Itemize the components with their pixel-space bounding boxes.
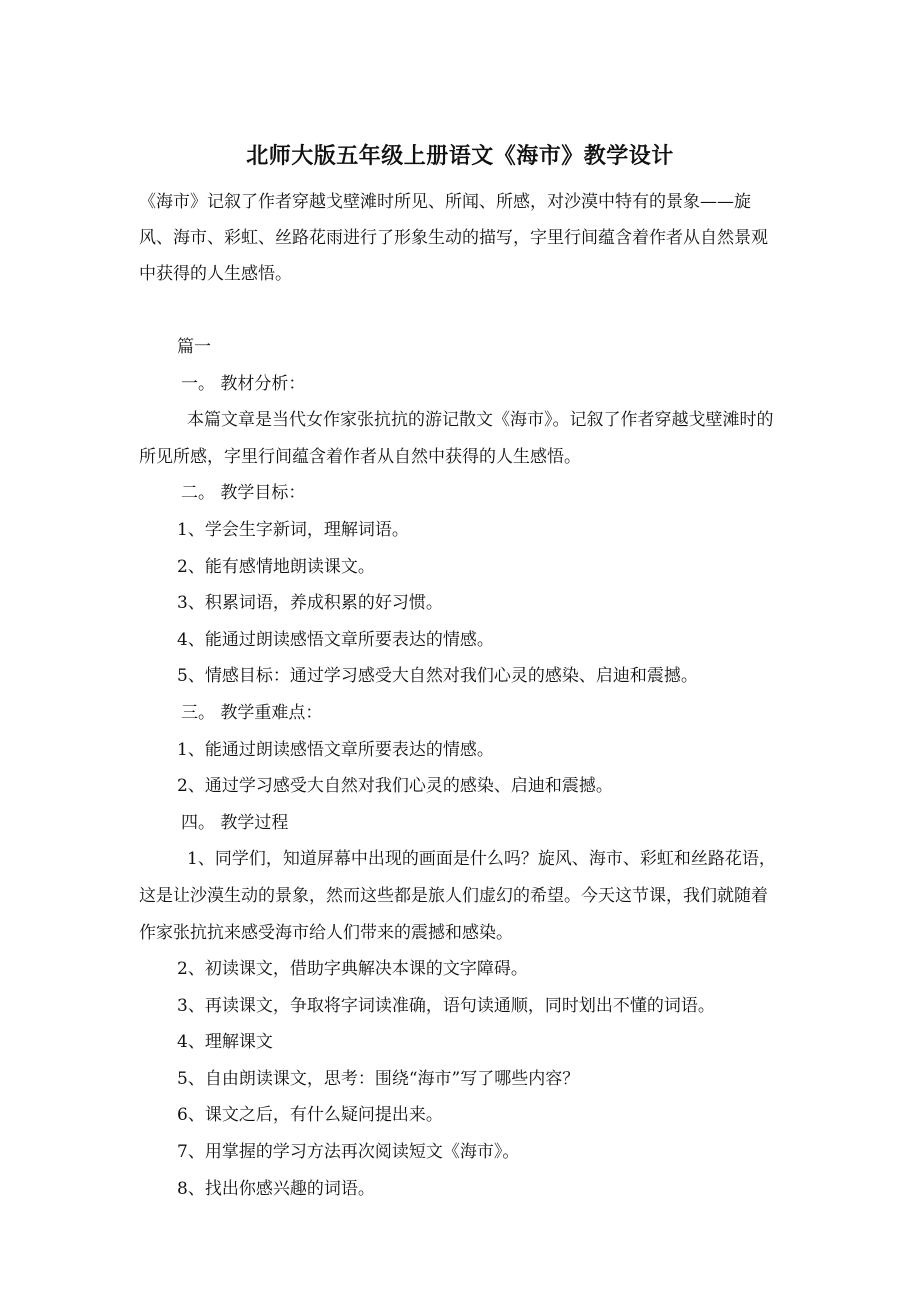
list-item: 5、情感目标：通过学习感受大自然对我们心灵的感染、启迪和震撼。 xyxy=(177,666,698,687)
list-item: 7、用掌握的学习方法再次阅读短文《海市》。 xyxy=(177,1142,520,1163)
list-item: 2、通过学习感受大自然对我们心灵的感染、启迪和震撼。 xyxy=(177,776,613,797)
section-heading-2: 二。 教学目标： xyxy=(181,483,306,504)
part-label: 篇一 xyxy=(177,337,211,357)
list-item: 2、能有感情地朗读课文。 xyxy=(177,556,375,577)
list-item: 4、能通过朗读感悟文章所要表达的情感。 xyxy=(177,629,494,650)
document-title: 北师大版五年级上册语文《海市》教学设计 xyxy=(246,144,674,169)
list-item: 3、积累词语，养成积累的好习惯。 xyxy=(177,593,443,614)
list-item: 6、课文之后，有什么疑问提出来。 xyxy=(177,1105,443,1126)
list-item: 1、同学们，知道屏幕中出现的画面是什么吗？旋风、海市、彩虹和丝路花语，这是让沙漠生动的景象，然而这些都是旅人们虚幻的希望。今天这节课，我们就随着作家张抗抗来感受海市给人们带来的震撼和感染。 xyxy=(139,849,776,943)
section-heading-4: 四。 教学过程 xyxy=(181,812,289,833)
list-item: 1、学会生字新词，理解词语。 xyxy=(177,519,409,540)
list-item: 2、初读课文，借助字典解决本课的文字障碍。 xyxy=(177,959,528,980)
section-1-text: 本篇文章是当代女作家张抗抗的游记散文《海市》。记叙了作者穿越戈壁滩时的所见所感，字里行间蕴含着作者从自然中获得的人生感悟。 xyxy=(139,410,774,467)
section-heading-3: 三。 教学重难点： xyxy=(181,702,323,723)
document-body xyxy=(139,329,779,1207)
section-heading-1: 一。 教材分析： xyxy=(181,373,306,394)
list-item: 4、理解课文 xyxy=(177,1032,273,1053)
list-item: 1、能通过朗读感悟文章所要表达的情感。 xyxy=(177,739,494,760)
list-item: 8、找出你感兴趣的词语。 xyxy=(177,1178,375,1199)
intro-paragraph: 《海市》记叙了作者穿越戈壁滩时所见、所闻、所感，对沙漠中特有的景象——旋风、海市、彩虹、丝路花雨进行了形象生动的描写，字里行间蕴含着作者从自然景观中获得的人生感悟。 xyxy=(139,192,768,284)
list-item: 3、再读课文，争取将字词读准确，语句读通顺，同时划出不懂的词语。 xyxy=(177,995,715,1016)
list-item: 5、自由朗读课文，思考：围绕“海市”写了哪些内容？ xyxy=(177,1068,580,1089)
